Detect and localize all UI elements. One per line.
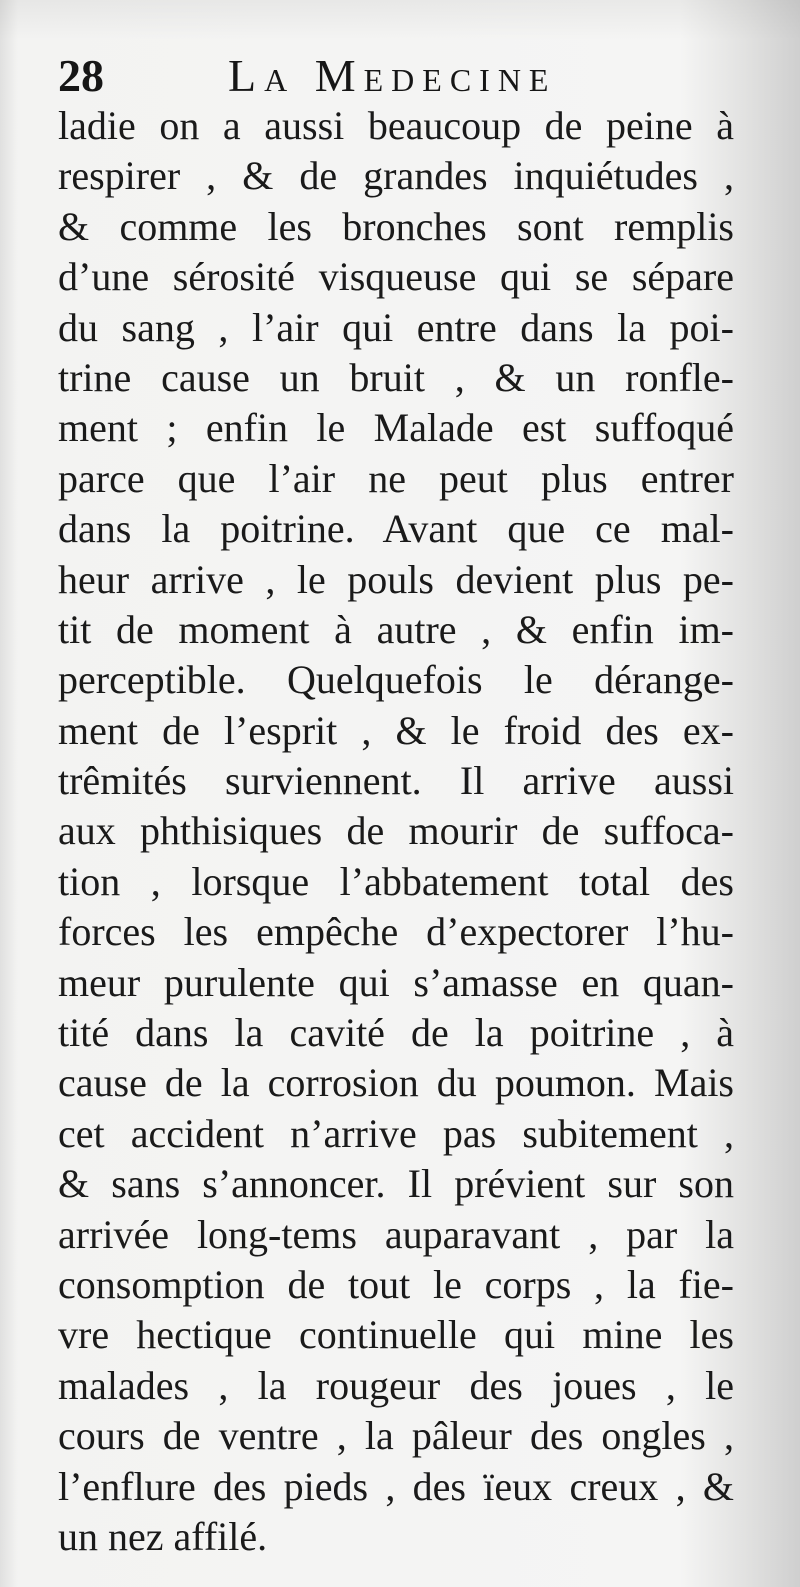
text-line: meur purulente qui s’amasse en quan- <box>58 959 734 1005</box>
text-line: respirer , & de grandes inquiétudes , <box>58 153 734 199</box>
text-line: dans la poitrine. Avant que ce mal- <box>58 506 734 552</box>
page-top-shadow <box>0 0 800 40</box>
running-title: La Medecine <box>228 50 557 101</box>
text-line: malades , la rougeur des joues , le <box>58 1362 734 1408</box>
text-line: d’une sérosité visqueuse qui se sépare <box>58 254 734 300</box>
text-line: trine cause un bruit , & un ronfle- <box>58 354 734 400</box>
body-text <box>58 101 734 1562</box>
text-line: vre hectique continuelle qui mine les <box>58 1312 734 1358</box>
page-gutter-shadow <box>0 0 18 1587</box>
text-line: tité dans la cavité de la poitrine , à <box>58 1010 734 1056</box>
text-line: consomption de tout le corps , la fie- <box>58 1261 734 1307</box>
page-number: 28 <box>58 50 104 101</box>
text-line: heur arrive , le pouls devient plus pe- <box>58 556 734 602</box>
text-line: cause de la corrosion du poumon. Mais <box>58 1060 734 1106</box>
text-line: ladie on a aussi beaucoup de peine à <box>58 103 734 148</box>
text-line: ment ; enfin le Malade est suffoqué <box>58 405 734 451</box>
text-line: tion , lorsque l’abbatement total des <box>58 858 734 904</box>
text-line: perceptible. Quelquefois le dérange- <box>58 657 734 703</box>
text-line: trêmités surviennent. Il arrive aussi <box>58 758 734 804</box>
text-line: & sans s’annoncer. Il prévient sur son <box>58 1161 734 1207</box>
text-line: parce que l’air ne peut plus entrer <box>58 455 734 501</box>
text-line: du sang , l’air qui entre dans la poi- <box>58 304 734 350</box>
text-line: ment de l’esprit , & le froid des ex- <box>58 707 734 753</box>
text-line: & comme les bronches sont remplis <box>58 203 734 249</box>
text-line: forces les empêche d’expectorer l’hu- <box>58 909 734 955</box>
page-header <box>56 44 756 106</box>
text-line: tit de moment à autre , & enfin im- <box>58 606 734 652</box>
text-line: un nez affilé. <box>58 1513 268 1559</box>
text-line: aux phthisiques de mourir de suffoca- <box>58 808 734 854</box>
text-line: cours de ventre , la pâleur des ongles , <box>58 1413 734 1459</box>
text-line: arrivée long-tems auparavant , par la <box>58 1211 734 1257</box>
text-line: l’enflure des pieds , des ïeux creux , & <box>58 1463 734 1509</box>
text-line: cet accident n’arrive pas subitement , <box>58 1110 734 1156</box>
